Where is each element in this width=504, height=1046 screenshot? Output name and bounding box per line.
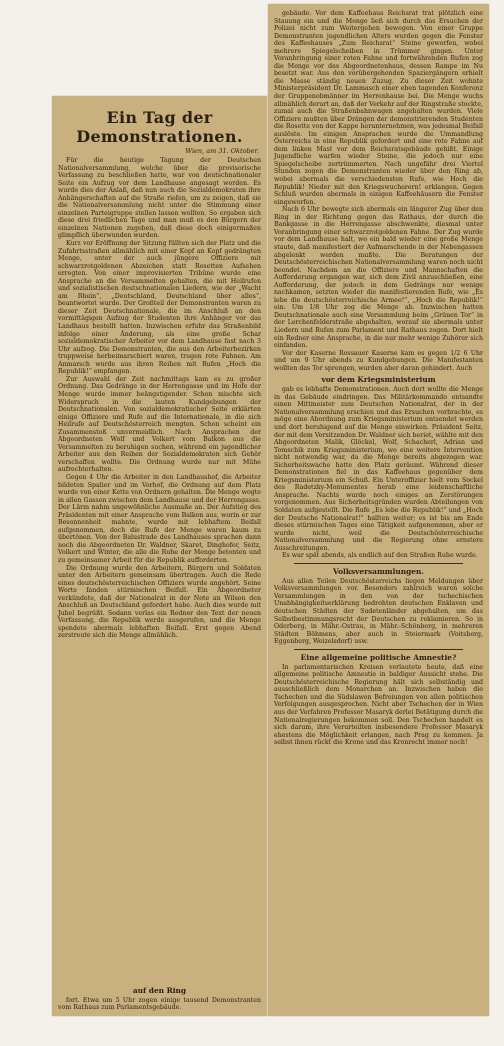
- left-column-footer: [58, 983, 261, 1012]
- divider: [294, 649, 463, 650]
- subheading-amnestie: Eine allgemeine politische Amnestie?: [300, 652, 457, 662]
- paragraph: gebäude. Vor dem Kaffeehaus Reichsrat trat plötzlich eine Stauung ein und die Menge ließ sich durch das Ersuchen der Polizei nicht zum Weitergehen bewegen. Von einer Gruppe Demonstranten jugendlichen Alters wurden gegen die Fenster des Kaffeehauses „Zum Reichsrat“ Steine geworfen, wobei mehrere Spiegelscheiben in Trümmer gingen. Unter Voranbringung einer roten Fahne und fortwährenden Rufen zog die Menge vor das Abgeordnetenhaus, dessen Rampe im Nu besetzt war. Aus den vorübergehenden Spaziergängern erhielt die Masse ständig neuen Zuzug. Zu dieser Zeit wohnte Ministerpräsident Dr. Lammasch einer eben tagenden Konferenz der Gruppenobmänner im Herrenhause bei. Die Menge wuchs allmählich derart an, daß der Verkehr auf der Ringstraße stockte, zumal auch die Straßenbahnwagen angehalten wurden. Viele Offiziere mußten über Drängen der demonstrierenden Studenten die Rosette von der Kappe herunternehmen, was jedesmal Beifall auslöste. Im einigen Ansprachen wurde die Ummandlung Österreichs in eine Republik gefordert und eine rote Fahne auf dem linken Mast vor dem Reichsratsgebäude gehißt. Einige Jugendliche warfen wieder Steine, die jedoch nur eine Spiegelscheibe zertrümmerten. Nach ungefähr drei Viertel Stunden zogen die Demonstranten wieder über den Ring ab, wobei abermals die verschiedensten Rufe, wie Hoch die Republik! Nieder mit den Kriegswucherern! erklangen. Gegen Schluß wurden abermals in einigen Kaffeehäusern die Fenster eingeworfen.: [274, 10, 483, 206]
- left-column-text: [58, 102, 261, 1012]
- subheading-ring: auf den Ring: [132, 985, 187, 995]
- paragraph: Es war spät abends, als endlich auf den Straßen Ruhe wurde.: [282, 552, 478, 560]
- paragraph: Aus allen Teilen Deutschösterreichs liegen Meldungen über Volksversammlungen vor. Besonders zahlreich waren solche Versammlungen in den von der tschechischen Unabhängigkeitserklärung bedrohten deutschen Enklaven und deutschen Städten der Sudetenländer abgehalten, um das Selbstbestimmungsrecht der Deutschen zu reklamieren. So in Oderberg, in Mähr.-Ostrau, in Mähr.-Schönberg, in mehreren Städten Böhmens, aber auch in Steiermark (Voitsberg, Eggenberg, Weizelsdorf) usw.: [274, 577, 483, 646]
- article-dateline: Wien, am 31. Oktober.: [185, 147, 259, 155]
- right-column-text: [274, 10, 483, 1012]
- clipping-right-column: [268, 4, 489, 1016]
- clipping-left-column: [52, 96, 267, 1016]
- paragraph: Zur Auswahl der Zeit nachmittags kam es zu großer Ordnung. Das Gedränge in der Herrengasse und im Hofe der Menge wurde immer beängstigender. Schon mischte sich Widerspruch in die lauten Kundgebungen der Deutschnationalen. Von sozialdemokratischer Seite erklärten einige Offiziere und Rufe auf die Internationale, in die sich Heilrufe auf Deutschösterreich mengten. Schon scheint ein Zusammenstoß unvermeidlich. Nach Ansprachen der Abgeordneten Wolf und Volkert vom Balkon aus die Versammelten zu beruhigen suchen, während ein jugendlicher Arbeiter aus den Reihen der Sozialdemokraten sich Gehör verschaffen wollte. Die Ordnung wurde nur mit Mühe aufrechterhalten.: [58, 375, 261, 474]
- subheading-volksversammlungen: Volksversammlungen.: [333, 566, 424, 576]
- paragraph: Die Ordnung wurde den Arbeitern, Bürgern und Soldaten unter den Arbeitern gemeinsam übertragen. Auch die Rede eines deutschösterreichischen Offiziers wurde angehört. Seine Worte fanden stürmischen Beifall. Ein Abgeordneter verkündete, daß der Nationalrat in der Note an Wilson den Anschluß an Deutschland gefordert habe. Auch dies wurde mit Jubel begrüßt. Sodann verlas ein Redner den Text der neuen Verfassung, die Republik werde ausgerufen, und die Menge spendete abermals lebhaften Beifall. Erst gegen Abend zerstreute sich die Menge allmählich.: [58, 564, 261, 640]
- paragraph: Für die heutige Tagung der Deutschen Nationalversammlung, welche über die provisorische Verfassung zu beschließen hatte, war von deutschnationaler Seite ein Aufzug vor dem Landhause angesagt worden. Es wurde dies der Anlaß, daß nun auch die Sozialdemokraten ihre Anhängerschaften auf die Straße riefen, um zu zeigen, daß sie die Nationalversammlung nicht unter die Stimmung einer einzelnen Parteigruppe stellen lassen wollten. So ergaben sich diese drei friedlichen Tage und man muß es den Bürgern der einzelnen Nationen zugeben, daß diese doch einigermaßen glimpflich überwunden wurden.: [58, 157, 261, 240]
- paragraph: Nach 6 Uhr bewegte sich abermals ein längerer Zug über den Ring in der Richtung gegen das Rathaus, der durch die Bankgasse in die Herrengasse abschwenkte, diesmal unter Voranbringung einer schwarzrotgoldenen Fahne. Der Zug wurde vor dem Landhause halt, wo ein bald wieder eine große Menge staute, daß manifestiert der Aufmarschende in der Nebengassen abgelenkt werden mußte. Die Beratungen der Deutschösterreichischen Nationalversammlung waren noch nicht beendet. Nachdem an die Offiziere und Mannschaften die Aufforderung ergangen war, sich dem Zivil anzuschließen, eine Aufforderung, der jedoch in dem Gedränge nur wenige nachkamen, setzten wieder die manifestierenden Rufe, wie „Es lebe die deutschösterreichische Armee!“, „Hoch die Republik!“ ein. Um 1/8 Uhr zog die Menge ab. Inzwischen hatten Deutschnationale auch eine Versammlung beim „Grünen Tor“ in der Lerchenfelderstraße abgehalten, worauf sie abermals unter Liedern und Rufen zum Parlament und Rathaus zogen. Dort hielt ein Redner eine Ansprache, in die nur mehr wenige Zuhörer sich einfanden.: [274, 206, 483, 350]
- paragraph: In parlamentarischen Kreisen verlautete heute, daß eine allgemeine politische Amnestie in baldiger Aussicht stehe. Die Deutschösterreichische Regierung hält sich selbständig und ausschließlich dem Monarchen an. Inzwischen haben die Tschechen und die Südslawen Befreiungen von allen politischen Verfolgungen ausgesprochen. Nicht aber Tschechen der in Wien aus der Verfahren Professor Masaryk derlei Betätigung durch die Nationalregierungen bekommen soll. Den Tschechen handelt es sich darum, ihre Verurteilten insbesondere Professor Masaryk ehestens die Möglichkeit erlangen, nach Prag zu kommen. Ja selbst ihnen rückt die Krone und das Kronrecht immer noch!: [274, 663, 483, 747]
- paragraph: fort. Etwa um 5 Uhr zogen einige tausend Demonstranten vom Rathaus zum Parlamentsgebäude.: [58, 996, 261, 1012]
- article-headline: Ein Tag der Demonstrationen.: [76, 108, 243, 146]
- paragraph: Kurz vor Eröffnung der Sitzung füllten sich der Platz und die Zufahrtsstraßen allmählich mit einer Kopf an Kopf gedrängten Menge, unter der auch jüngere Offiziere mit schwarzrotgoldenen Abzeichen statt Rosetten Aufsehen erregten. Von einer improvisierten Tribüne wurde eine Ansprache an die Versammelten gehalten, die mit Heilrufen und sozialistischen deutschnationalen Liedern, wie der „Wacht am Rhein“, „Deutschland, Deutschland über alles“, beantwortet wurde. Der Großteil der Demonstranten waren zu dieser Zeit Deutschnationale, die im Anschluß an den vormittägigen Aufzug der Studenten ihre Anhänger vor das Landhaus bestellt hatten. Inzwischen erfuhr das Straßenbild infolge einer Änderung, als eine große Schar sozialdemokratischer Arbeiter vor dem Landhause fast nach 3 Uhr aufzog. Die Demonstranten, die aus den Arbeiterbezirken truppweise herbeimarschiert waren, trugen rote Fahnen. Am Anmarsch wurde aus ihren Reihen mit Rufen „Hoch die Republik!“ empfangen.: [58, 240, 261, 376]
- subheading-kriegsministerium: vor dem Kriegsministerium: [321, 375, 436, 385]
- divider: [294, 563, 463, 564]
- paragraph: Gegen 4 Uhr die Arbeiter in den Landhaushof, die Arbeiter bildeten Spalier und im Vorhof, die Ordnung auf dem Platz wurde von einer Kette von Ordnern gehalten. Die Menge wogte in allen Gassen zwischen dem Landhause und der Herrengasse. Der Lärm nahm ungewöhnliche Ausmaße an. Der Aufstieg des Präsidenten mit einer Ansprache vom Balkon aus, worin er zur Besonnenheit mahnte, wurde mit lebhaftem Beifall aufgenommen, doch die Rufe der Menge waren kaum zu übertönen. Von der Balustrade des Landhauses sprachen dann noch die Abgeordneten Dr. Waldner, Skaret, Dinghofer, Seitz, Volkert und Winter, die alle die Ruhe der Menge betonten und zu gemeinsamer Arbeit für die Republik aufforderten.: [58, 473, 261, 564]
- paragraph: gab es lebhafte Demonstrationen. Auch dort wollte die Menge in das Gebäude eindringen. Das Militärkommando entsandte einen Mittmeister zum Deutschen Nationalrat, der in der Nationalversammlung erschien und das Ersuchen vorbrachte, es möge eine Abordnung zum Kriegsministerium entsendet werden und dort beruhigend auf die Menge einwirken. Präsident Seitz, der mit dem Vorsitzenden Dr. Waldner sich beriet, wählte mit den Abgeordneten Malik, Glöckel, Wolf, Schacherl, Adrian und Tomschik zum Kriegsministerium, wo eine weitere Intervention nicht notwendig war, da die Menge bereits abgezogen war. Sicherheitswache hatte den Platz geräumt. Während dieser Demonstrationen fiel in das Kaffeehaus gegenüber dem Kriegsministerium ein Schuß. Ein Unteroffizier hielt vom Sockel des Radetzky-Monumentes herab eine leidenschaftliche Ansprache. Nachts wurde noch einiges an Zerstörungen vorgenommen. Aus Sicherheitsgründen wurden Abteilungen von Soldaten aufgestellt. Die Rufe „Es lebe die Republik!“ und „Hoch der Deutsche Nationalrat!“ hallten weiter; es ist bis am Ende dieses stürmischen Tages eine Tätigkeit aufgenommen, aber er wurde nicht, weil die Deutschösterreichische Nationalversammlung und die Regierung ohne ernstere Ausschreitungen.: [274, 386, 483, 552]
- paragraph: Vor der Kaserne Rossauer Kaserne kam es gegen 1/2 6 Uhr und um 9 Uhr abends zu Kundgebungen. Die Manifestanten wollten das Tor sprengen, wurden aber daran gehindert. Auch: [274, 349, 483, 372]
